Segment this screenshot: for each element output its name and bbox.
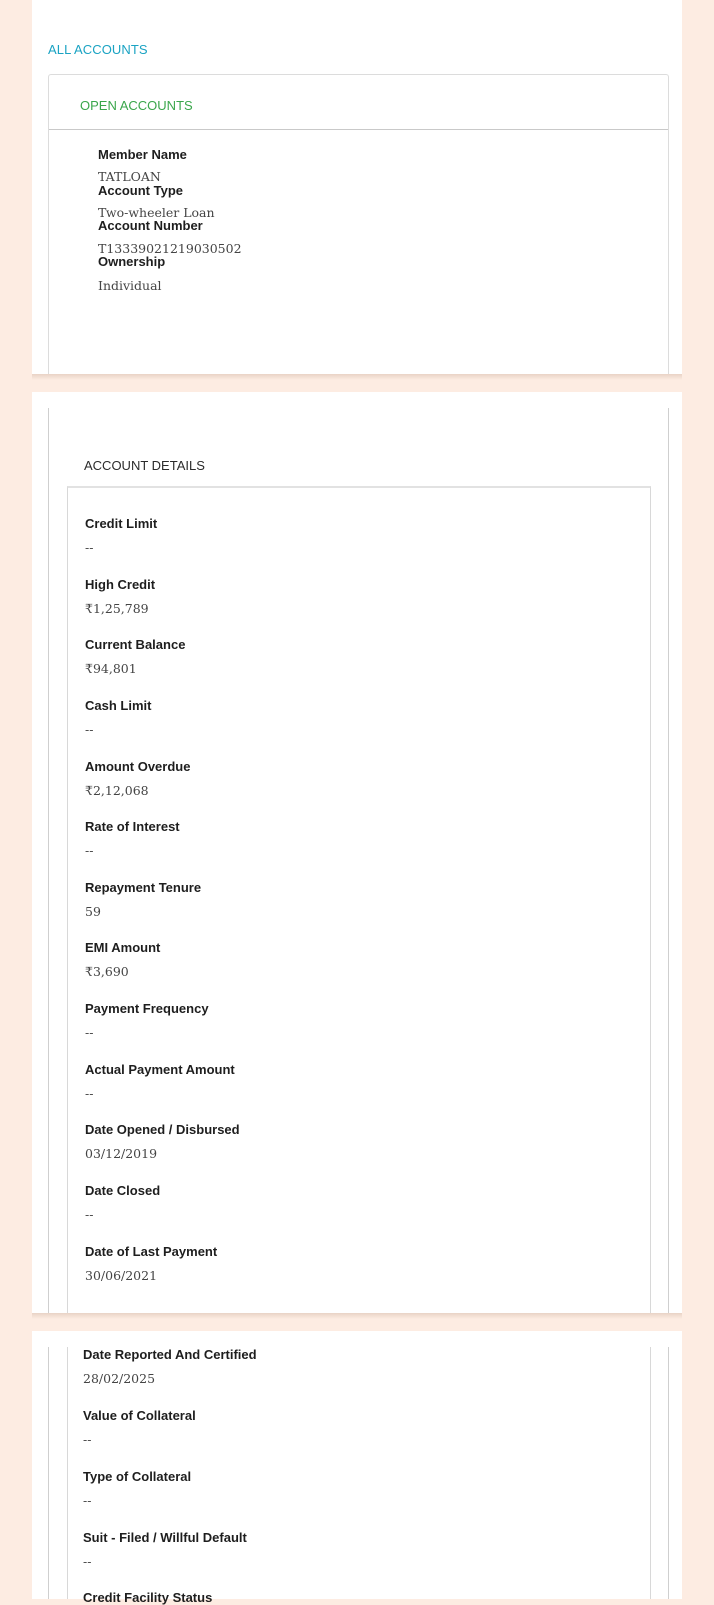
field-label-account-type: Account Type <box>98 183 183 198</box>
field-value-amount-overdue: ₹2,12,068 <box>85 783 149 798</box>
open-accounts-title: OPEN ACCOUNTS <box>80 98 193 113</box>
more-details-panel <box>32 1331 682 1605</box>
field-value-date-reported: 28/02/2025 <box>83 1371 156 1386</box>
field-value-ownership: Individual <box>98 278 162 293</box>
field-value-account-number: T13339021219030502 <box>98 241 242 256</box>
field-label-date-closed: Date Closed <box>85 1183 161 1198</box>
field-value-actual-payment-amount: -- <box>85 1086 94 1101</box>
account-details-panel <box>32 392 682 1313</box>
account-details-title: ACCOUNT DETAILS <box>84 458 205 473</box>
field-value-repayment-tenure: 59 <box>85 904 101 919</box>
field-label-value-of-collateral: Value of Collateral <box>83 1408 196 1423</box>
field-label-amount-overdue: Amount Overdue <box>85 759 191 774</box>
field-value-type-of-collateral: -- <box>83 1493 92 1508</box>
field-label-rate-of-interest: Rate of Interest <box>85 819 180 834</box>
field-label-date-reported: Date Reported And Certified <box>83 1347 257 1362</box>
open-accounts-panel <box>32 0 682 374</box>
field-label-date-opened: Date Opened / Disbursed <box>85 1122 240 1137</box>
field-value-emi-amount: ₹3,690 <box>85 964 129 979</box>
all-accounts-heading: ALL ACCOUNTS <box>48 42 148 57</box>
more-details-list <box>67 1347 651 1605</box>
open-accounts-header[interactable] <box>49 75 668 130</box>
field-label-account-number: Account Number <box>98 218 203 233</box>
field-label-actual-payment-amount: Actual Payment Amount <box>85 1062 235 1077</box>
field-label-suit-filed: Suit - Filed / Willful Default <box>83 1530 247 1545</box>
section-divider <box>32 374 682 380</box>
field-label-credit-facility-status: Credit Facility Status <box>83 1590 213 1605</box>
account-details-card <box>48 408 669 1313</box>
field-label-cash-limit: Cash Limit <box>85 698 152 713</box>
field-value-account-type: Two-wheeler Loan <box>98 205 215 220</box>
field-label-high-credit: High Credit <box>85 577 156 592</box>
field-value-member-name: TATLOAN <box>98 169 161 184</box>
field-label-member-name: Member Name <box>98 147 187 162</box>
field-label-payment-frequency: Payment Frequency <box>85 1001 209 1016</box>
field-value-payment-frequency: -- <box>85 1025 94 1040</box>
field-value-date-closed: -- <box>85 1207 94 1222</box>
field-value-current-balance: ₹94,801 <box>85 661 137 676</box>
field-value-suit-filed: -- <box>83 1554 92 1569</box>
more-details-card <box>48 1347 669 1605</box>
account-details-list <box>67 486 651 1315</box>
field-value-rate-of-interest: -- <box>85 843 94 858</box>
open-accounts-card <box>48 74 669 377</box>
field-label-credit-limit: Credit Limit <box>85 516 158 531</box>
field-label-date-of-last-payment: Date of Last Payment <box>85 1244 218 1259</box>
field-value-cash-limit: -- <box>85 722 94 737</box>
field-label-current-balance: Current Balance <box>85 637 186 652</box>
field-label-repayment-tenure: Repayment Tenure <box>85 880 202 895</box>
field-value-date-opened: 03/12/2019 <box>85 1146 158 1161</box>
field-value-credit-limit: -- <box>85 540 94 555</box>
field-label-emi-amount: EMI Amount <box>85 940 161 955</box>
field-label-type-of-collateral: Type of Collateral <box>83 1469 192 1484</box>
field-value-date-of-last-payment: 30/06/2021 <box>85 1268 158 1283</box>
field-value-high-credit: ₹1,25,789 <box>85 601 149 616</box>
field-value-value-of-collateral: -- <box>83 1432 92 1447</box>
field-label-ownership: Ownership <box>98 254 166 269</box>
section-divider <box>32 1313 682 1319</box>
